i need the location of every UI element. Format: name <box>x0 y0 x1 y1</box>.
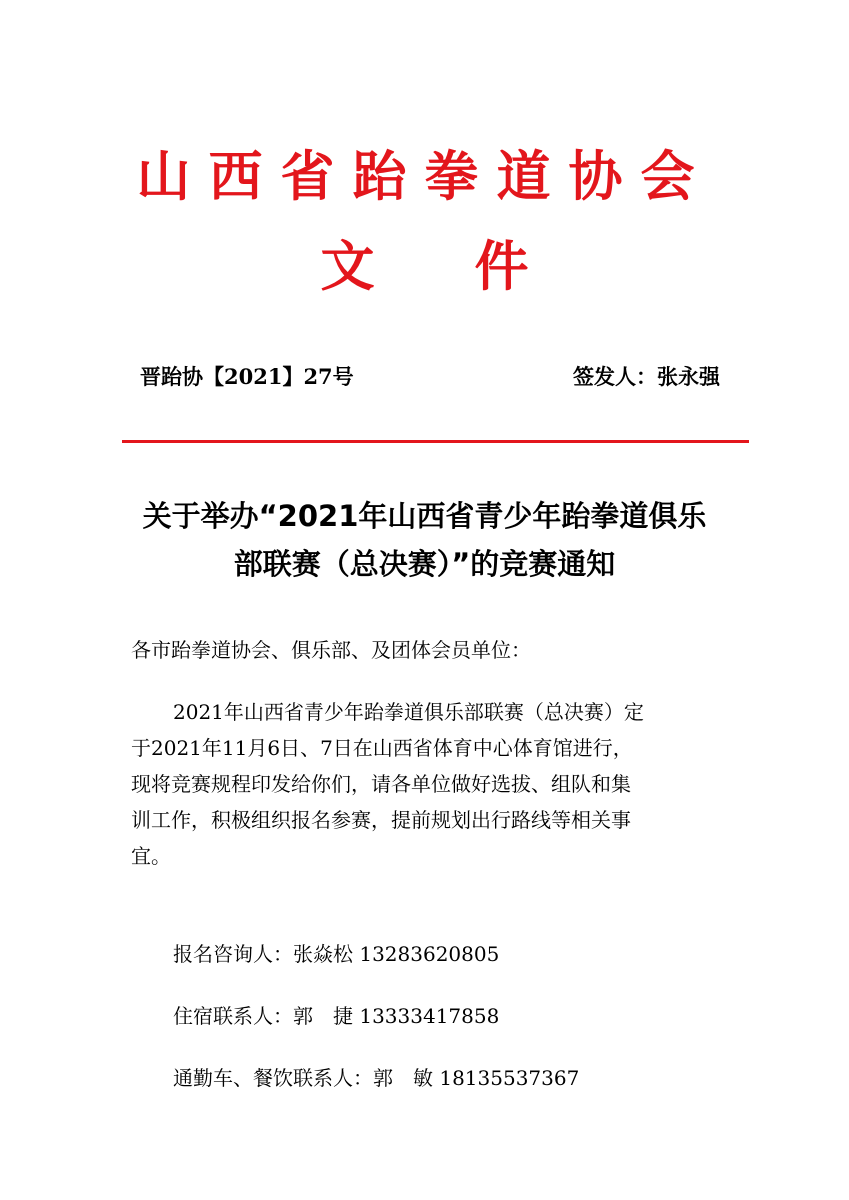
salutation: 各市跆拳道协会、俱乐部、及团体会员单位： <box>131 638 531 662</box>
transport-catering-contact: 通勤车、餐饮联系人：郭 敏 18135537367 <box>173 1066 580 1090</box>
document-number: 晋跆协【2021】27号 <box>140 364 354 389</box>
paragraph-line: 宜。 <box>131 844 171 868</box>
notice-title <box>100 492 749 588</box>
registration-contact: 报名咨询人：张焱松 13283620805 <box>173 942 500 966</box>
paragraph-line: 2021年山西省青少年跆拳道俱乐部联赛（总决赛）定 <box>173 700 644 724</box>
document-meta-row <box>140 360 720 394</box>
notice-title-line: 关于举办“2021年山西省青少年跆拳道俱乐 <box>142 499 707 533</box>
accommodation-contact: 住宿联系人：郭 捷 13333417858 <box>173 1004 500 1028</box>
document-type-title: 文件 <box>320 235 629 298</box>
red-separator-rule <box>122 440 749 443</box>
document-signer: 签发人：张永强 <box>573 364 720 389</box>
notice-title-line: 部联赛（总决赛）”的竞赛通知 <box>233 547 616 581</box>
paragraph-line: 现将竞赛规程印发给你们，请各单位做好选拔、组队和集 <box>131 772 631 796</box>
paragraph-line: 于2021年11月6日、7日在山西省体育中心体育馆进行， <box>131 736 633 760</box>
issuing-organization-title: 山西省跆拳道协会 <box>136 145 713 208</box>
body-paragraph <box>131 694 715 874</box>
paragraph-line: 训工作，积极组织报名参赛，提前规划出行路线等相关事 <box>131 808 631 832</box>
